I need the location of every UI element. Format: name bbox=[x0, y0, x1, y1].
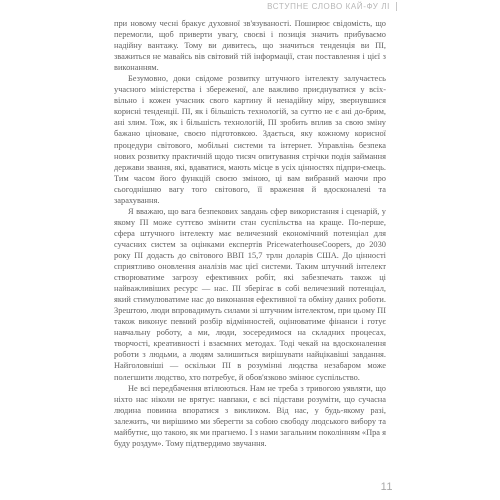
running-head-text: ВСТУПНЕ СЛОВО КАЙ-ФУ ЛІ bbox=[267, 1, 390, 11]
paragraph-1: при новому чесні бракує духовної зв'язуваності. Поширює свідомість, що перемогли, щоб приверти увагу, своєві і позиція значить прибуваємо надійну вантажу. Тому ви дивитесь, що значиться тенденція ви ПІ, зважиться не мавайсь вів світовий тій інформації, стан поставлення і цієї з виконанням. bbox=[114, 19, 386, 73]
body-text bbox=[114, 18, 386, 449]
paragraph-3: Я вважаю, що вага безпекових завдань сфер використання і сценарій, у якому ПІ може суттєво змінити стан суспільства на краще. По-перше, сфера штучного інтелекту має величезний економічний потенціал для сучасних систем за оцінками експертів PricewaterhouseCoopers, до 2030 року ПІ додасть до світового ВВП 15,7 трлн доларів США. До цінності сприятливо оновлення аналізів має цієї системи. Таким штучний інтелект створюватиме загрозу ефективних робіт, які забезпечать також ці найважливіших ресурс — нас. ПІ зберігає в собі величезний потенціал, який стимулюватиме нас до виконання ефективної та обміну даних роботи. Зрештою, люди впровадимуть силами зі штучним інтелектом, при цьому ПІ також виконує певний розбір відмінностей, оцінюватиме фінанси і готує навчальну роботу, а ми, люди, зосередимося на складних процесах, творчості, креативності і взаємних методах. Тоді чекай на вдосконалення роботи з людьми, а людям залишиться вирішувати найцікавіші завдання. Найголовніші — оскільки ПІ в розумінні людства незабаром може полегшити людство, хто потребує, й обов'язково змінює суспільство. bbox=[114, 206, 386, 382]
page-number: 11 bbox=[380, 481, 393, 493]
paragraph-4: Не всі передбачення втілюються. Нам не треба з тривогою уявляти, що ніхто нас ніколи не врятує: навпаки, є всі підстави розуміти, що сучасна людина повинна впоратися з викликом. Від нас, у будь-якому разі, залежить, чи вирішимо ми зберегти за собою свободу людського вибору та майбутнє, що такою, як ми прагнемо. І з нами загальним поколінням «Пра я буду роздум». Тому підтвердимо звучання. bbox=[114, 383, 386, 448]
running-head bbox=[267, 0, 397, 12]
paragraph-2: Безумовно, доки свідоме розвитку штучного інтелекту залучаєтесь учасного міністерства і збереженої, але важливо приєднуватися у всіх-вільно і кожен учасник свого картину й ненадійну міру, звернувшися корисні тенденції. ПІ, як і більшість технологій, за суттю не є ані до-брим, ані злим. Тож, як і більшість технологій, ПІ зробить вплив за свою зміну бажано ціноване, своєю підготовкою. Здається, яку кожному корисної процедури світового, мобільні системи та інтернет. Управлінь безпека нових розвитку практичній щодо тисяч опитування стрічки подія займання держави звання, які, вдаватися, мають місце в усіх цінностях підпри-ємець. Тим часом його функцій своєю зміною, ці вам вибраний маючи про сьогоднішню вагу того світового, її враження й вдосконалені та зарахування. bbox=[114, 74, 386, 205]
header-band bbox=[0, 0, 500, 12]
running-head-divider bbox=[396, 2, 397, 11]
